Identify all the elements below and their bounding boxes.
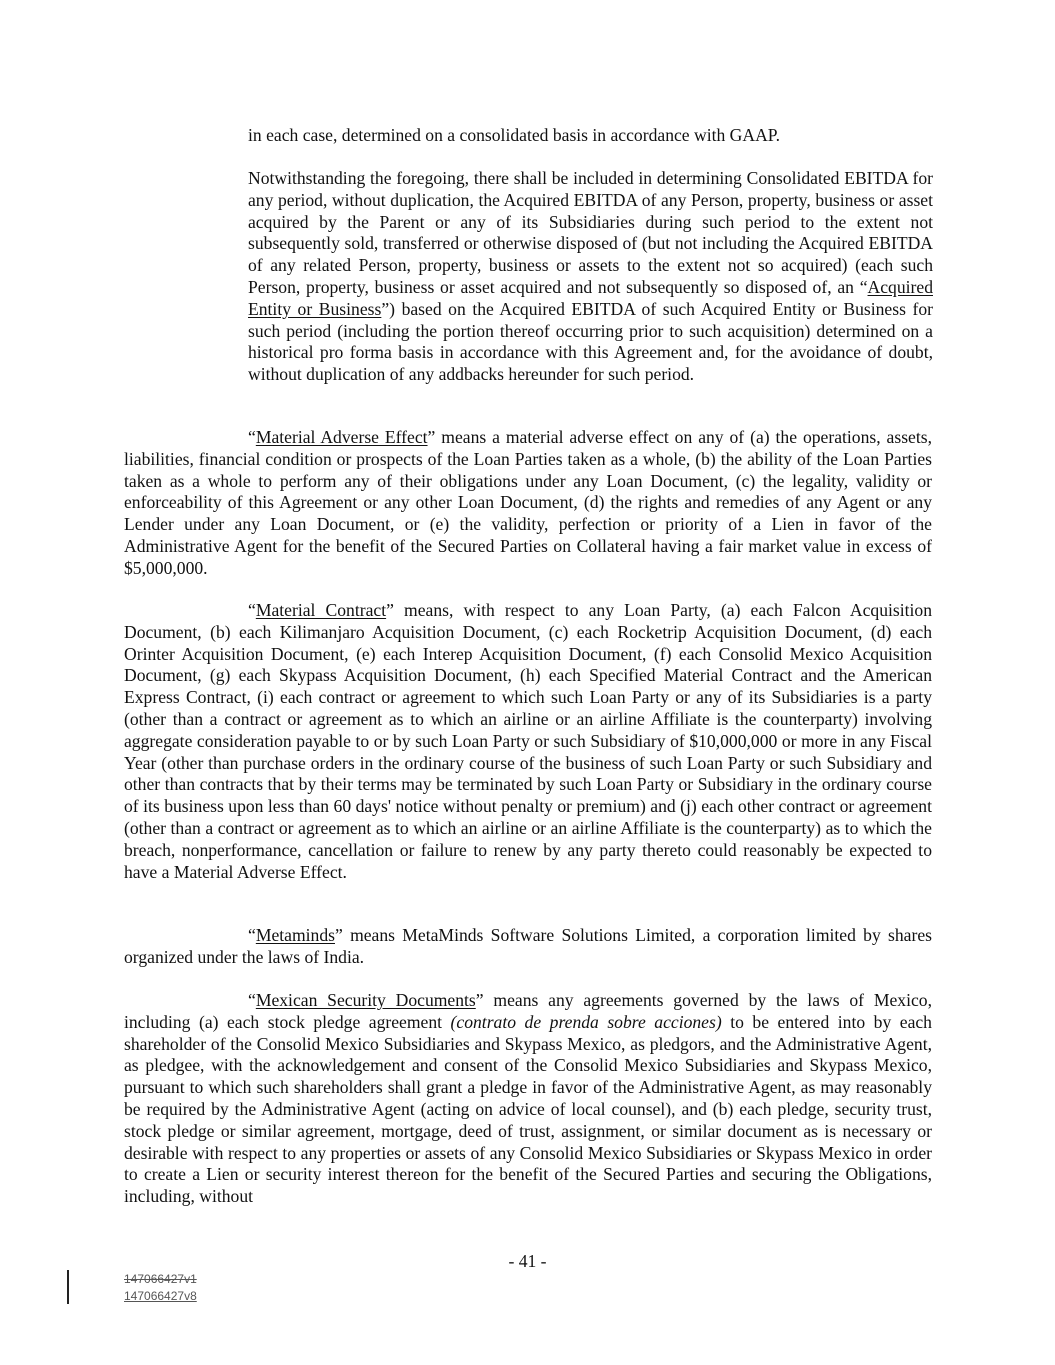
paragraph-text: in each case, determined on a consolidated basis in accordance with GAAP. xyxy=(248,125,781,145)
paragraph-text: ”) based on the Acquired EBITDA of such Acquired Entity or Business for such period (including the portion thereof occurring prior to such acquisition) determined on a historical pro forma basis in accordance with this Agreement and, for the avoidance of doubt, without duplication of any addbacks hereunder for such period. xyxy=(248,298,933,385)
doc-id-new: 147066427v8 xyxy=(124,1289,197,1303)
paragraph-text: Notwithstanding the foregoing, there shall be included in determining Consolidated EBITDA for any period, without duplication, the Acquired EBITDA of any Person, property, business or asset acquired by the Parent or any of its Subsidiaries during such period to the extent not subsequently sold, transferred or otherwise disposed of (but not including the Acquired EBITDA of any related Person, property, business or assets to the extent not so acquired) (each such Person, property, business or asset acquired and not subsequently so disposed of, an “ xyxy=(248,168,933,297)
defined-term: Acquired Entity or Business xyxy=(248,276,933,319)
doc-id-old: 147066427v1 xyxy=(124,1272,197,1286)
definition-text: ” means a material adverse effect on any of (a) the operations, assets, liabilities, financial condition or prospects of the Loan Parties taken as a whole, (b) the ability of the Loan Parties taken as a whole to perform any of their obligations under any Loan Document, (c) the legality, validity or enforceability of this Agreement or any other Loan Document, (d) the rights and remedies of any Agent or any Lender under any Loan Document, or (e) the validity, perfection or priority of a Lien in favor of the Administrative Agent for the benefit of the Secured Parties on Collateral having a fair market value in excess of $5,000,000. xyxy=(124,427,932,578)
definition-text: ” means any agreements governed by the laws of Mexico, including (a) each stock pledge agreement xyxy=(124,990,932,1032)
paragraph-gaap xyxy=(248,125,933,147)
paragraph-acquired-ebitda xyxy=(248,168,933,386)
definition-material-contract xyxy=(124,600,932,883)
definition-material-adverse-effect xyxy=(124,427,932,580)
open-quote: “ xyxy=(248,600,256,620)
definition-text: ” means, with respect to any Loan Party, (a) each Falcon Acquisition Document, (b) each Kilimanjaro Acquisition Document, (c) each Rocketrip Acquisition Document, (d) each Orinter Acquisition Document, (e) each Interep Acquisition Document, (f) each Consolid Mexico Acquisition Document, (g) each Skypass Acquisition Document, (h) each Specified Material Contract and the American Express Contract, (i) each contract or agreement to which such Loan Party or any of its Subsidiaries is a party (other than a contract or agreement as to which an airline or an airline Affiliate is the counterparty) involving aggregate consideration payable to or by such Loan Party or such Subsidiary of $10,000,000 or more in any Fiscal Year (other than purchase orders in the ordinary course of the business of such Loan Party or such Subsidiary and other than contracts that by their terms may be terminated by such Loan Party or Subsidiary in the ordinary course of its business upon less than 60 days' notice without penalty or premium) and (j) each other contract or agreement (other than a contract or agreement as to which an airline or an airline Affiliate is the counterparty) as to which the breach, nonperformance, cancellation or failure to renew by any party thereto could reasonably be expected to have a Material Adverse Effect. xyxy=(124,600,933,882)
definition-text: ” means MetaMinds Software Solutions Limited, a corporation limited by shares organized under the laws of India. xyxy=(124,925,932,967)
open-quote: “ xyxy=(248,427,256,447)
italic-spanish-term: (contrato de prenda sobre acciones) xyxy=(450,1011,722,1032)
definition-mexican-security-documents xyxy=(124,990,932,1208)
defined-term: Material Contract xyxy=(255,600,387,620)
revision-bar xyxy=(67,1270,69,1304)
definition-metaminds xyxy=(124,925,932,969)
open-quote: “ xyxy=(248,925,256,945)
definition-text: to be entered into by each shareholder of the Consolid Mexico Subsidiaries and Skypass Mexico, as pledgors, and the Administrative Agent, as pledgee, with the acknowledgement and consent of the Consolid Mexico Subsidiaries and Skypass Mexico, pursuant to which such shareholders shall grant a pledge in favor of the Administrative Agent, as may reasonably be required by the Administrative Agent (acting on advice of local counsel), and (b) each pledge, security trust, stock pledge or similar agreement, mortgage, deed of trust, assignment, or similar document as is necessary or desirable with respect to any properties or assets of any Consolid Mexico Subsidiaries or Skypass Mexico in order to create a Lien or security interest thereon for the benefit of the Secured Parties and securing the Obligations, including, without xyxy=(124,1011,932,1207)
defined-term: Mexican Security Documents xyxy=(255,990,476,1010)
defined-term: Material Adverse Effect xyxy=(255,427,428,447)
page-number: - 41 - xyxy=(508,1251,547,1271)
open-quote: “ xyxy=(248,990,256,1010)
defined-term: Metaminds xyxy=(255,925,335,945)
